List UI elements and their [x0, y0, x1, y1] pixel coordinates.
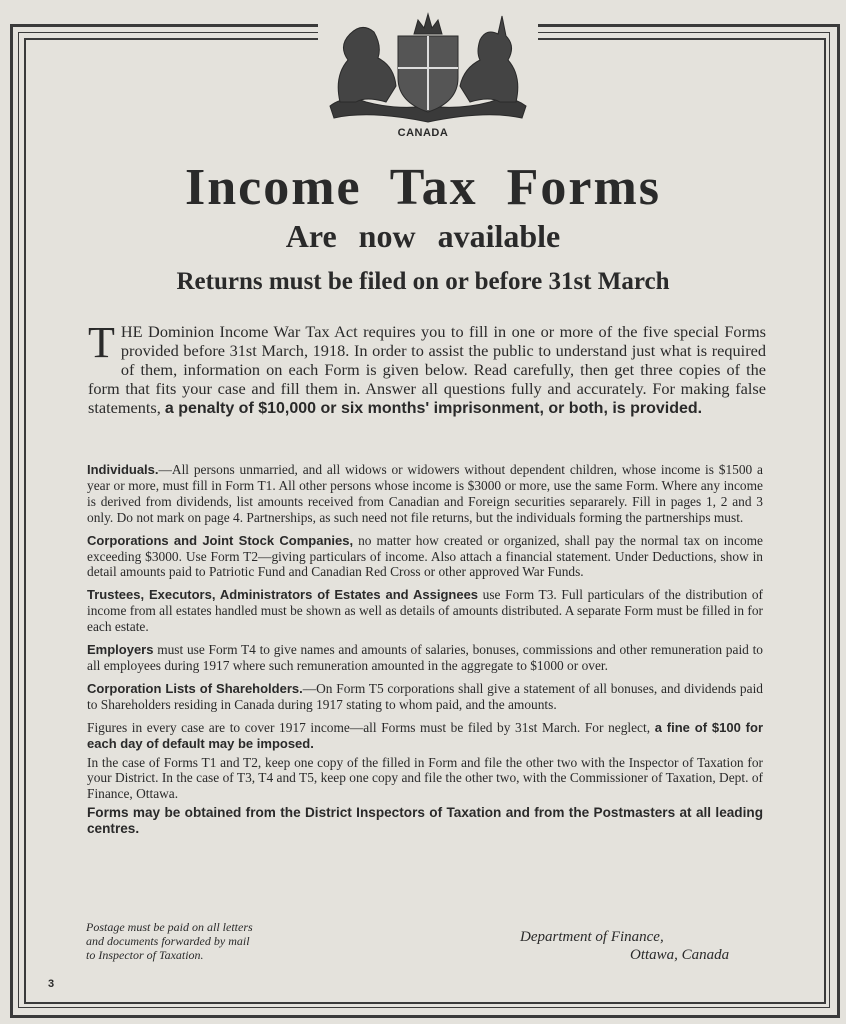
section-text: use Form T3. Full particulars of the distribution of income from all estates handled must be shown as well as details of amounts distributed. A separate Form must be filled in for each estate. — [87, 587, 763, 635]
postage-line: Postage must be paid on all letters — [86, 920, 253, 934]
section-lead: Individuals. — [87, 462, 159, 477]
section-lead: Trustees, Executors, Administrators of Estates and Assignees — [87, 587, 479, 603]
drop-cap: T — [88, 318, 115, 367]
obtain-text: Forms may be obtained from the District Inspectors of Taxation and from the Postmasters at all leading centres. — [87, 805, 763, 837]
subtitle: Are now available — [285, 218, 561, 254]
page-number: 3 — [48, 978, 55, 990]
postage-note — [86, 920, 253, 962]
section-text: must use Form T4 to give names and amounts of salaries, bonuses, commissions and other remuneration paid to all employees during 1917 where such remuneration amounted in the aggregate to $1000 or over. — [87, 642, 763, 673]
section-text: —On Form T5 corporations shall give a statement of all bonuses, and dividends paid to Shareholders residing in Canada during 1917 stating to whom paid, and the amounts. — [87, 680, 763, 712]
figures-paragraph — [87, 720, 763, 752]
coat-of-arms-icon — [326, 6, 530, 128]
page-title: Income Tax Forms — [185, 159, 661, 216]
section-shareholders — [87, 681, 763, 713]
section-lead: Employers — [87, 642, 154, 658]
postage-line: to Inspector of Taxation. — [86, 948, 204, 962]
section-lead: Corporations and Joint Stock Companies, — [87, 532, 354, 548]
section-individuals — [87, 462, 763, 526]
intro-paragraph — [88, 318, 766, 418]
fine-notice: a fine of $100 for each day of default may be imposed. — [87, 719, 763, 751]
filing-paragraph: In the case of Forms T1 and T2, keep one copy of the filled in Form and file the other two with the Inspector of Taxation for your District. In the case of T3, T4 and T5, keep one copy and file the other two, with the Commissioner of Taxation, Dept. of Finance, Ottawa. — [87, 754, 763, 802]
section-text: no matter how created or organized, shall pay the normal tax on income exceeding $3000. Use Form T2—giving particulars of income. Also attach a financial statement. Under Deductions, show in detail amounts paid to Patriotic Fund and Canadian Red Cross or other approved War Funds. — [87, 532, 764, 580]
section-employers — [87, 642, 763, 674]
department-name: Department of Finance, — [520, 929, 664, 945]
intro-text: HE Dominion Income War Tax Act requires you to fill in one or more of the five special Forms provided before 31st March, 1918. In order to assist the public to understand just what is required of them, information on each Form is given below. Read carefully, then get three copies of the form that fits your case and fill them in. Answer all questions fully and accurately. For making false statements, — [88, 322, 766, 417]
section-trustees — [87, 587, 763, 635]
department-location: Ottawa, Canada — [630, 947, 730, 963]
figures-text: Figures in every case are to cover 1917 income—all Forms must be filed by 31st March. For neglect, — [87, 719, 651, 735]
section-lead: Corporation Lists of Shareholders. — [87, 680, 303, 696]
section-text: —All persons unmarried, and all widows or widowers without dependent children, whose income is $1500 a year or more, must fill in Form T1. All other persons whose income is $3000 or more, use the same Form. Where any income is derived from dividends, list amounts received from Canadian and Foreign securities separarely. Fill in pages 1, 2 and 3 only. Do not mark on page 4. Partnerships, as such need not file returns, but the individuals forming the partnerships must. — [87, 462, 763, 525]
deadline-heading: Returns must be filed on or before 31st March — [176, 268, 670, 295]
crest-label: CANADA — [397, 127, 449, 139]
section-corporations — [87, 533, 763, 581]
signature-block — [520, 928, 729, 964]
form-instructions — [87, 462, 763, 844]
penalty-notice: a penalty of $10,000 or six months' imprisonment, or both, is provided. — [164, 400, 703, 417]
postage-line: and documents forwarded by mail — [86, 934, 250, 948]
obtain-paragraph — [87, 805, 763, 837]
